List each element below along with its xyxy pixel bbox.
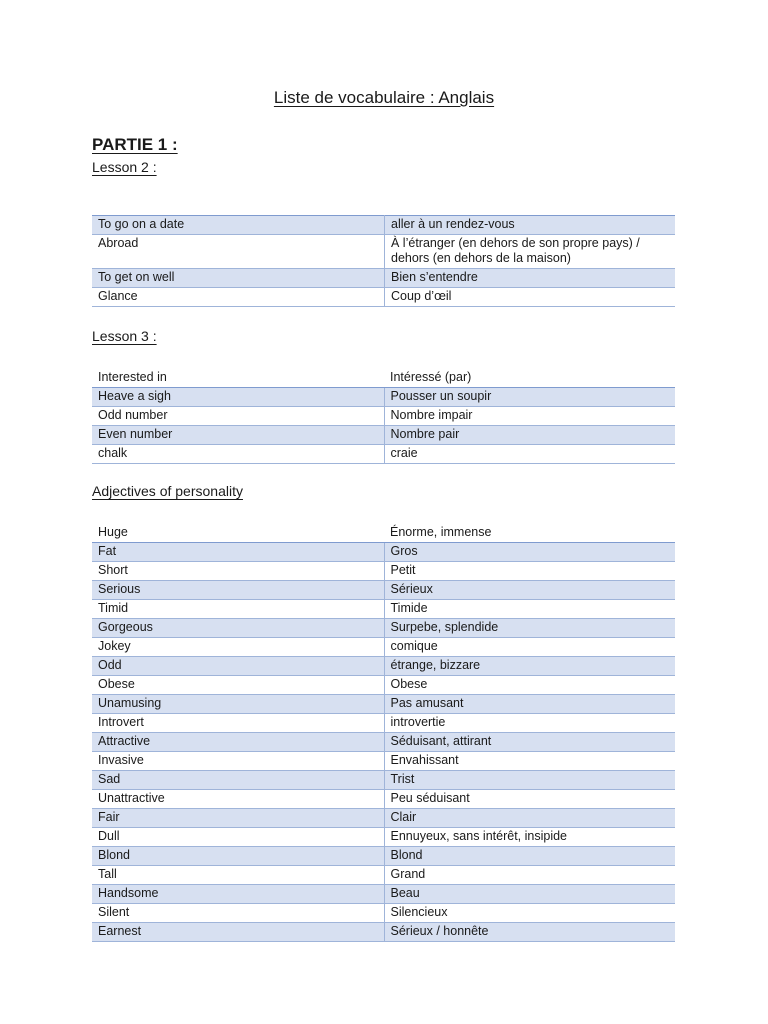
french-translation-cell: craie — [384, 445, 675, 464]
french-translation-cell: Clair — [384, 809, 675, 828]
table-row — [92, 657, 675, 676]
french-translation-cell: Coup d’œil — [385, 288, 676, 307]
english-term-cell: chalk — [92, 445, 384, 464]
english-term-cell: To go on a date — [92, 216, 385, 235]
table-row — [92, 695, 675, 714]
english-term-cell: Timid — [92, 600, 384, 619]
table-row — [92, 790, 675, 809]
vocab-table-lesson-3 — [92, 369, 675, 464]
english-term-cell: Huge — [92, 524, 384, 543]
french-translation-cell: Énorme, immense — [384, 524, 675, 543]
french-translation-cell: étrange, bizzare — [384, 657, 675, 676]
table-row — [92, 619, 675, 638]
english-term-cell: Even number — [92, 426, 384, 445]
table-row — [92, 733, 675, 752]
english-term-cell: Jokey — [92, 638, 384, 657]
french-translation-cell: Grand — [384, 866, 675, 885]
section-heading-lesson-3: Lesson 3 : — [92, 328, 157, 344]
french-translation-cell: Obese — [384, 676, 675, 695]
english-term-cell: Short — [92, 562, 384, 581]
english-term-cell: Unattractive — [92, 790, 384, 809]
table-row — [92, 771, 675, 790]
table-row — [92, 600, 675, 619]
table-row — [92, 809, 675, 828]
french-translation-cell: comique — [384, 638, 675, 657]
french-translation-cell: Nombre pair — [384, 426, 675, 445]
french-translation-cell: Bien s’entendre — [385, 269, 676, 288]
table-row — [92, 638, 675, 657]
french-translation-cell: Peu séduisant — [384, 790, 675, 809]
french-translation-cell: Petit — [384, 562, 675, 581]
english-term-cell: Glance — [92, 288, 385, 307]
french-translation-cell: Intéressé (par) — [384, 369, 675, 388]
english-term-cell: Earnest — [92, 923, 384, 942]
english-term-cell: Unamusing — [92, 695, 384, 714]
english-term-cell: Serious — [92, 581, 384, 600]
french-translation-cell: À l’étranger (en dehors de son propre pays) / dehors (en dehors de la maison) — [385, 235, 676, 269]
french-translation-cell: aller à un rendez-vous — [385, 216, 676, 235]
section-heading-adjectives: Adjectives of personality — [92, 483, 243, 499]
french-translation-cell: Nombre impair — [384, 407, 675, 426]
english-term-cell: Introvert — [92, 714, 384, 733]
english-term-cell: Gorgeous — [92, 619, 384, 638]
table-row — [92, 524, 675, 543]
table-row — [92, 676, 675, 695]
english-term-cell: Handsome — [92, 885, 384, 904]
vocab-table-adjectives — [92, 524, 675, 942]
french-translation-cell: Sérieux — [384, 581, 675, 600]
vocab-table-lesson-2 — [92, 215, 675, 307]
table-row — [92, 923, 675, 942]
table-row — [92, 828, 675, 847]
table-row — [92, 847, 675, 866]
part-heading: PARTIE 1 : — [92, 135, 178, 154]
page-title: Liste de vocabulaire : Anglais — [273, 88, 495, 107]
english-term-cell: Obese — [92, 676, 384, 695]
section-heading-lesson-2: Lesson 2 : — [92, 159, 157, 175]
table-row — [92, 426, 675, 445]
french-translation-cell: Pousser un soupir — [384, 388, 675, 407]
table-row — [92, 369, 675, 388]
table-row — [92, 235, 675, 269]
table-row — [92, 714, 675, 733]
english-term-cell: Interested in — [92, 369, 384, 388]
french-translation-cell: Sérieux / honnête — [384, 923, 675, 942]
english-term-cell: Heave a sigh — [92, 388, 384, 407]
table-row — [92, 562, 675, 581]
table-row — [92, 866, 675, 885]
table-row — [92, 543, 675, 562]
table-row — [92, 407, 675, 426]
french-translation-cell: Trist — [384, 771, 675, 790]
french-translation-cell: Silencieux — [384, 904, 675, 923]
french-translation-cell: Beau — [384, 885, 675, 904]
english-term-cell: Dull — [92, 828, 384, 847]
english-term-cell: Fair — [92, 809, 384, 828]
french-translation-cell: introvertie — [384, 714, 675, 733]
french-translation-cell: Surpebe, splendide — [384, 619, 675, 638]
english-term-cell: Attractive — [92, 733, 384, 752]
english-term-cell: Fat — [92, 543, 384, 562]
french-translation-cell: Envahissant — [384, 752, 675, 771]
english-term-cell: To get on well — [92, 269, 385, 288]
french-translation-cell: Pas amusant — [384, 695, 675, 714]
english-term-cell: Tall — [92, 866, 384, 885]
table-row — [92, 288, 675, 307]
english-term-cell: Blond — [92, 847, 384, 866]
table-row — [92, 752, 675, 771]
table-row — [92, 388, 675, 407]
french-translation-cell: Séduisant, attirant — [384, 733, 675, 752]
english-term-cell: Odd — [92, 657, 384, 676]
french-translation-cell: Timide — [384, 600, 675, 619]
table-row — [92, 216, 675, 235]
french-translation-cell: Ennuyeux, sans intérêt, insipide — [384, 828, 675, 847]
english-term-cell: Sad — [92, 771, 384, 790]
table-row — [92, 885, 675, 904]
french-translation-cell: Gros — [384, 543, 675, 562]
english-term-cell: Abroad — [92, 235, 385, 269]
table-row — [92, 904, 675, 923]
english-term-cell: Odd number — [92, 407, 384, 426]
table-row — [92, 581, 675, 600]
english-term-cell: Silent — [92, 904, 384, 923]
table-row — [92, 269, 675, 288]
english-term-cell: Invasive — [92, 752, 384, 771]
table-row — [92, 445, 675, 464]
french-translation-cell: Blond — [384, 847, 675, 866]
